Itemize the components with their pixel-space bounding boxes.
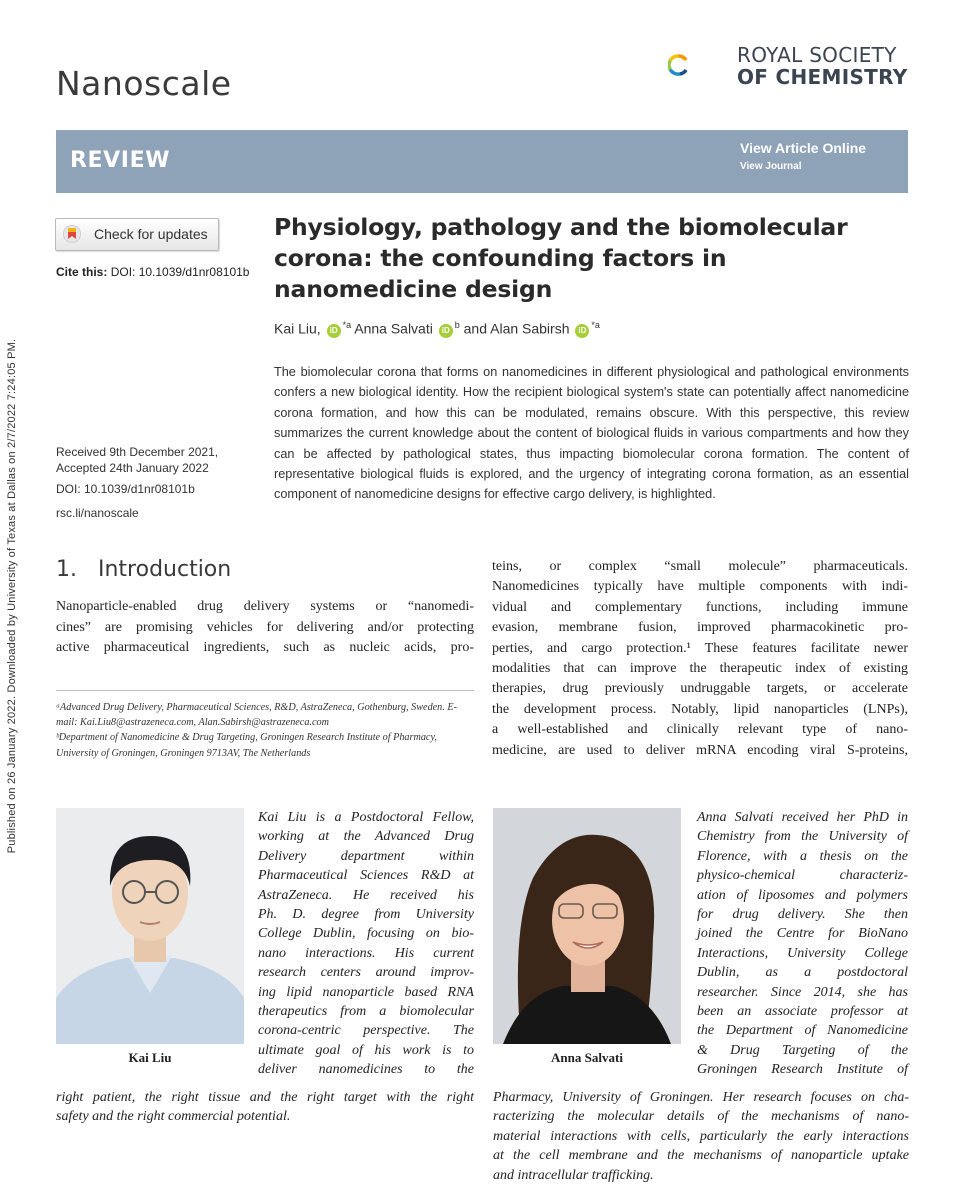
bio-line: Kai Liu is a Postdoctoral Fellow,: [258, 810, 474, 825]
bio-line: AstraZeneca. He received his: [258, 887, 474, 903]
author-list: [274, 320, 600, 338]
orcid-icon[interactable]: iD: [327, 324, 341, 338]
publisher-line-2: OF CHEMISTRY: [737, 65, 908, 89]
rsc-logo-icon[interactable]: [668, 30, 738, 100]
text-line: a well-established and clinically relevant type of nano-: [492, 722, 908, 738]
bio-line: Pharmaceutical Sciences R&D at: [258, 868, 474, 884]
bio-line: therapeutics from a biomolecular: [258, 1004, 474, 1020]
view-article-online-link[interactable]: View Article Online: [740, 140, 867, 156]
bio-line: Chemistry from the University of: [697, 829, 908, 845]
text-line: evasion, membrane fusion, improved pharmacokinetic pro-: [492, 620, 908, 636]
bio-line: College Dublin, focusing on bio-: [258, 926, 474, 942]
intro-column-2: [492, 557, 908, 761]
author-marks: *a: [591, 320, 600, 330]
bio-kai-liu: [258, 808, 474, 1080]
text-line: teins, or complex “small molecule” pharmaceuticals.: [492, 559, 908, 574]
cite-doi[interactable]: DOI: 10.1039/d1nr08101b: [110, 265, 250, 279]
orcid-icon[interactable]: iD: [439, 324, 453, 338]
bio-line: working at the Advanced Drug: [258, 829, 474, 845]
author-name[interactable]: Anna Salvati: [354, 320, 433, 337]
journal-link[interactable]: rsc.li/nanoscale: [56, 506, 139, 520]
bio-line: Interactions, University College: [697, 945, 908, 961]
bio-line: right patient, the right tissue and the right target with the right: [56, 1090, 474, 1105]
accepted-date: Accepted 24th January 2022: [56, 461, 209, 475]
photo-caption: Kai Liu: [128, 1050, 172, 1065]
article-title: Physiology, pathology and the biomolecular corona: the confounding factors in nanomedicine design: [274, 213, 848, 303]
download-watermark: Published on 26 January 2022. Downloaded by University of Texas at Dallas on 2/7/2022 7:24:05 PM.: [6, 338, 18, 854]
bio-line: physico-chemical characteriz-: [697, 868, 908, 884]
bio-line: at the cell membrane and the mechanisms of nanoparticle uptake: [493, 1148, 909, 1164]
bio-anna-salvati-continued: [493, 1088, 909, 1185]
section-heading: [56, 557, 231, 582]
affiliation-b: ᵇDepartment of Nanomedicine & Drug Targeting, Groningen Research Institute of Pharmacy, University of Groningen, Groningen 9713AV, The Netherlands: [56, 732, 437, 759]
text-line: medicine, are used to deliver mRNA encoding viral S-proteins,: [492, 742, 908, 758]
bio-anna-salvati: [697, 808, 908, 1080]
crossmark-icon: [63, 225, 81, 243]
bio-line: ation of liposomes and polymers: [697, 887, 908, 903]
author-name[interactable]: and Alan Sabirsh: [463, 320, 570, 337]
section-number: 1.: [56, 557, 77, 582]
bio-line: deliver nanomedicines to the: [258, 1062, 474, 1078]
bio-line: research centers around improv-: [258, 965, 474, 981]
orcid-icon[interactable]: iD: [575, 324, 589, 338]
cite-label: Cite this:: [56, 265, 108, 279]
bio-line: Delivery department within: [258, 848, 474, 864]
check-for-updates-label: Check for updates: [94, 226, 208, 242]
text-line: therapies, drug previously undruggable targets, or accelerate: [492, 681, 908, 697]
affiliations: [56, 700, 474, 761]
bio-line: Groningen Research Institute of: [697, 1062, 908, 1078]
photo-caption: Anna Salvati: [551, 1050, 623, 1065]
author-marks: b: [454, 320, 460, 330]
text-line: perties, and cargo protection.¹ These features facilitate newer: [492, 640, 908, 656]
bio-line: Dublin, as a postdoctoral: [697, 965, 908, 981]
text-line: Nanoparticle-enabled drug delivery systems or “nanomedi-: [56, 599, 474, 614]
check-for-updates-button[interactable]: [55, 218, 219, 251]
received-date: Received 9th December 2021,: [56, 445, 219, 459]
view-journal-link[interactable]: View Journal: [740, 161, 802, 172]
section-title: Introduction: [97, 557, 232, 582]
text-line: active pharmaceutical ingredients, such as nucleic acids, pro-: [56, 640, 474, 655]
text-line: modalities that can improve the therapeutic index of existing: [492, 661, 908, 677]
article-dates: [56, 444, 218, 476]
cite-this: [56, 265, 249, 279]
bio-line: ultimate goal of his work is to: [258, 1042, 474, 1058]
bio-line: and intracellular trafficking.: [493, 1167, 654, 1183]
bio-line: material interactions with cells, particularly the early interactions: [493, 1128, 909, 1144]
author-photo-anna-salvati: [493, 808, 681, 1044]
bio-line: joined the Centre for BioNano: [697, 926, 908, 942]
author-photo-kai-liu: [56, 808, 244, 1044]
bio-line: Florence, with a thesis on the: [697, 848, 908, 864]
bio-line: for drug delivery. She then: [697, 907, 908, 923]
article-type: REVIEW: [70, 148, 171, 173]
bio-line: & Drug Targeting of the: [697, 1042, 908, 1058]
bio-line: corona-centric perspective. The: [258, 1023, 474, 1039]
author-marks: *a: [342, 320, 352, 330]
abstract: The biomolecular corona that forms on nanomedicines in different physiological and pathological environments confers a new biological identity. How the recipient biological system's state can potentially affect nanomedicine corona formation, and how this can be modulated, remains obscure. With this perspective, this review summarizes the current knowledge about the content of biological fluids in various compartments and how they can be affected by pathological states, thus impacting biomolecular corona formation. The content of representative biological fluids is explored, and the urgency of integrating corona formation, as an essential component of nanomedicine designs for effective cargo delivery, is highlighted.: [274, 365, 909, 502]
doi[interactable]: DOI: 10.1039/d1nr08101b: [56, 482, 195, 496]
footnote-divider: [56, 690, 474, 691]
bio-line: Pharmacy, University of Groningen. Her research focuses on cha-: [493, 1090, 909, 1105]
bio-line: racterizing the molecular details of the mechanisms of nano-: [493, 1109, 909, 1125]
publisher-name[interactable]: [737, 44, 908, 88]
bio-line: been an associate professor at: [697, 1004, 908, 1020]
text-line: vidual and complementary functions, including immune: [492, 599, 908, 615]
bio-line: ing lipid nanoparticle based RNA: [258, 984, 474, 1000]
text-line: cines” are promising vehicles for delivering and/or protecting: [56, 619, 474, 635]
bio-line: the Department of Nanomedicine: [697, 1023, 908, 1039]
bio-line: researcher. Since 2014, she has: [697, 984, 908, 1000]
bio-kai-liu-continued: [56, 1088, 474, 1127]
journal-name[interactable]: Nanoscale: [56, 64, 232, 103]
affiliation-a: ᵃAdvanced Drug Delivery, Pharmaceutical Sciences, R&D, AstraZeneca, Gothenburg, Sweden. E-mail: Kai.Liu8@astrazeneca.com, Alan.Sabirsh@astrazeneca.com: [56, 702, 457, 729]
bio-line: safety and the right commercial potential.: [56, 1109, 291, 1125]
bio-line: Ph. D. degree from University: [258, 907, 474, 923]
text-line: Nanomedicines typically have multiple components with indi-: [492, 579, 908, 595]
publisher-line-1: ROYAL SOCIETY: [737, 43, 897, 67]
text-line: the development process. Notably, lipid nanoparticles (LNPs),: [492, 701, 908, 717]
bio-line: nano interactions. His current: [258, 945, 474, 961]
intro-paragraph: [56, 597, 474, 659]
article-type-banner: [56, 130, 908, 193]
bio-line: Anna Salvati received her PhD in: [697, 810, 908, 825]
author-name[interactable]: Kai Liu,: [274, 320, 321, 337]
